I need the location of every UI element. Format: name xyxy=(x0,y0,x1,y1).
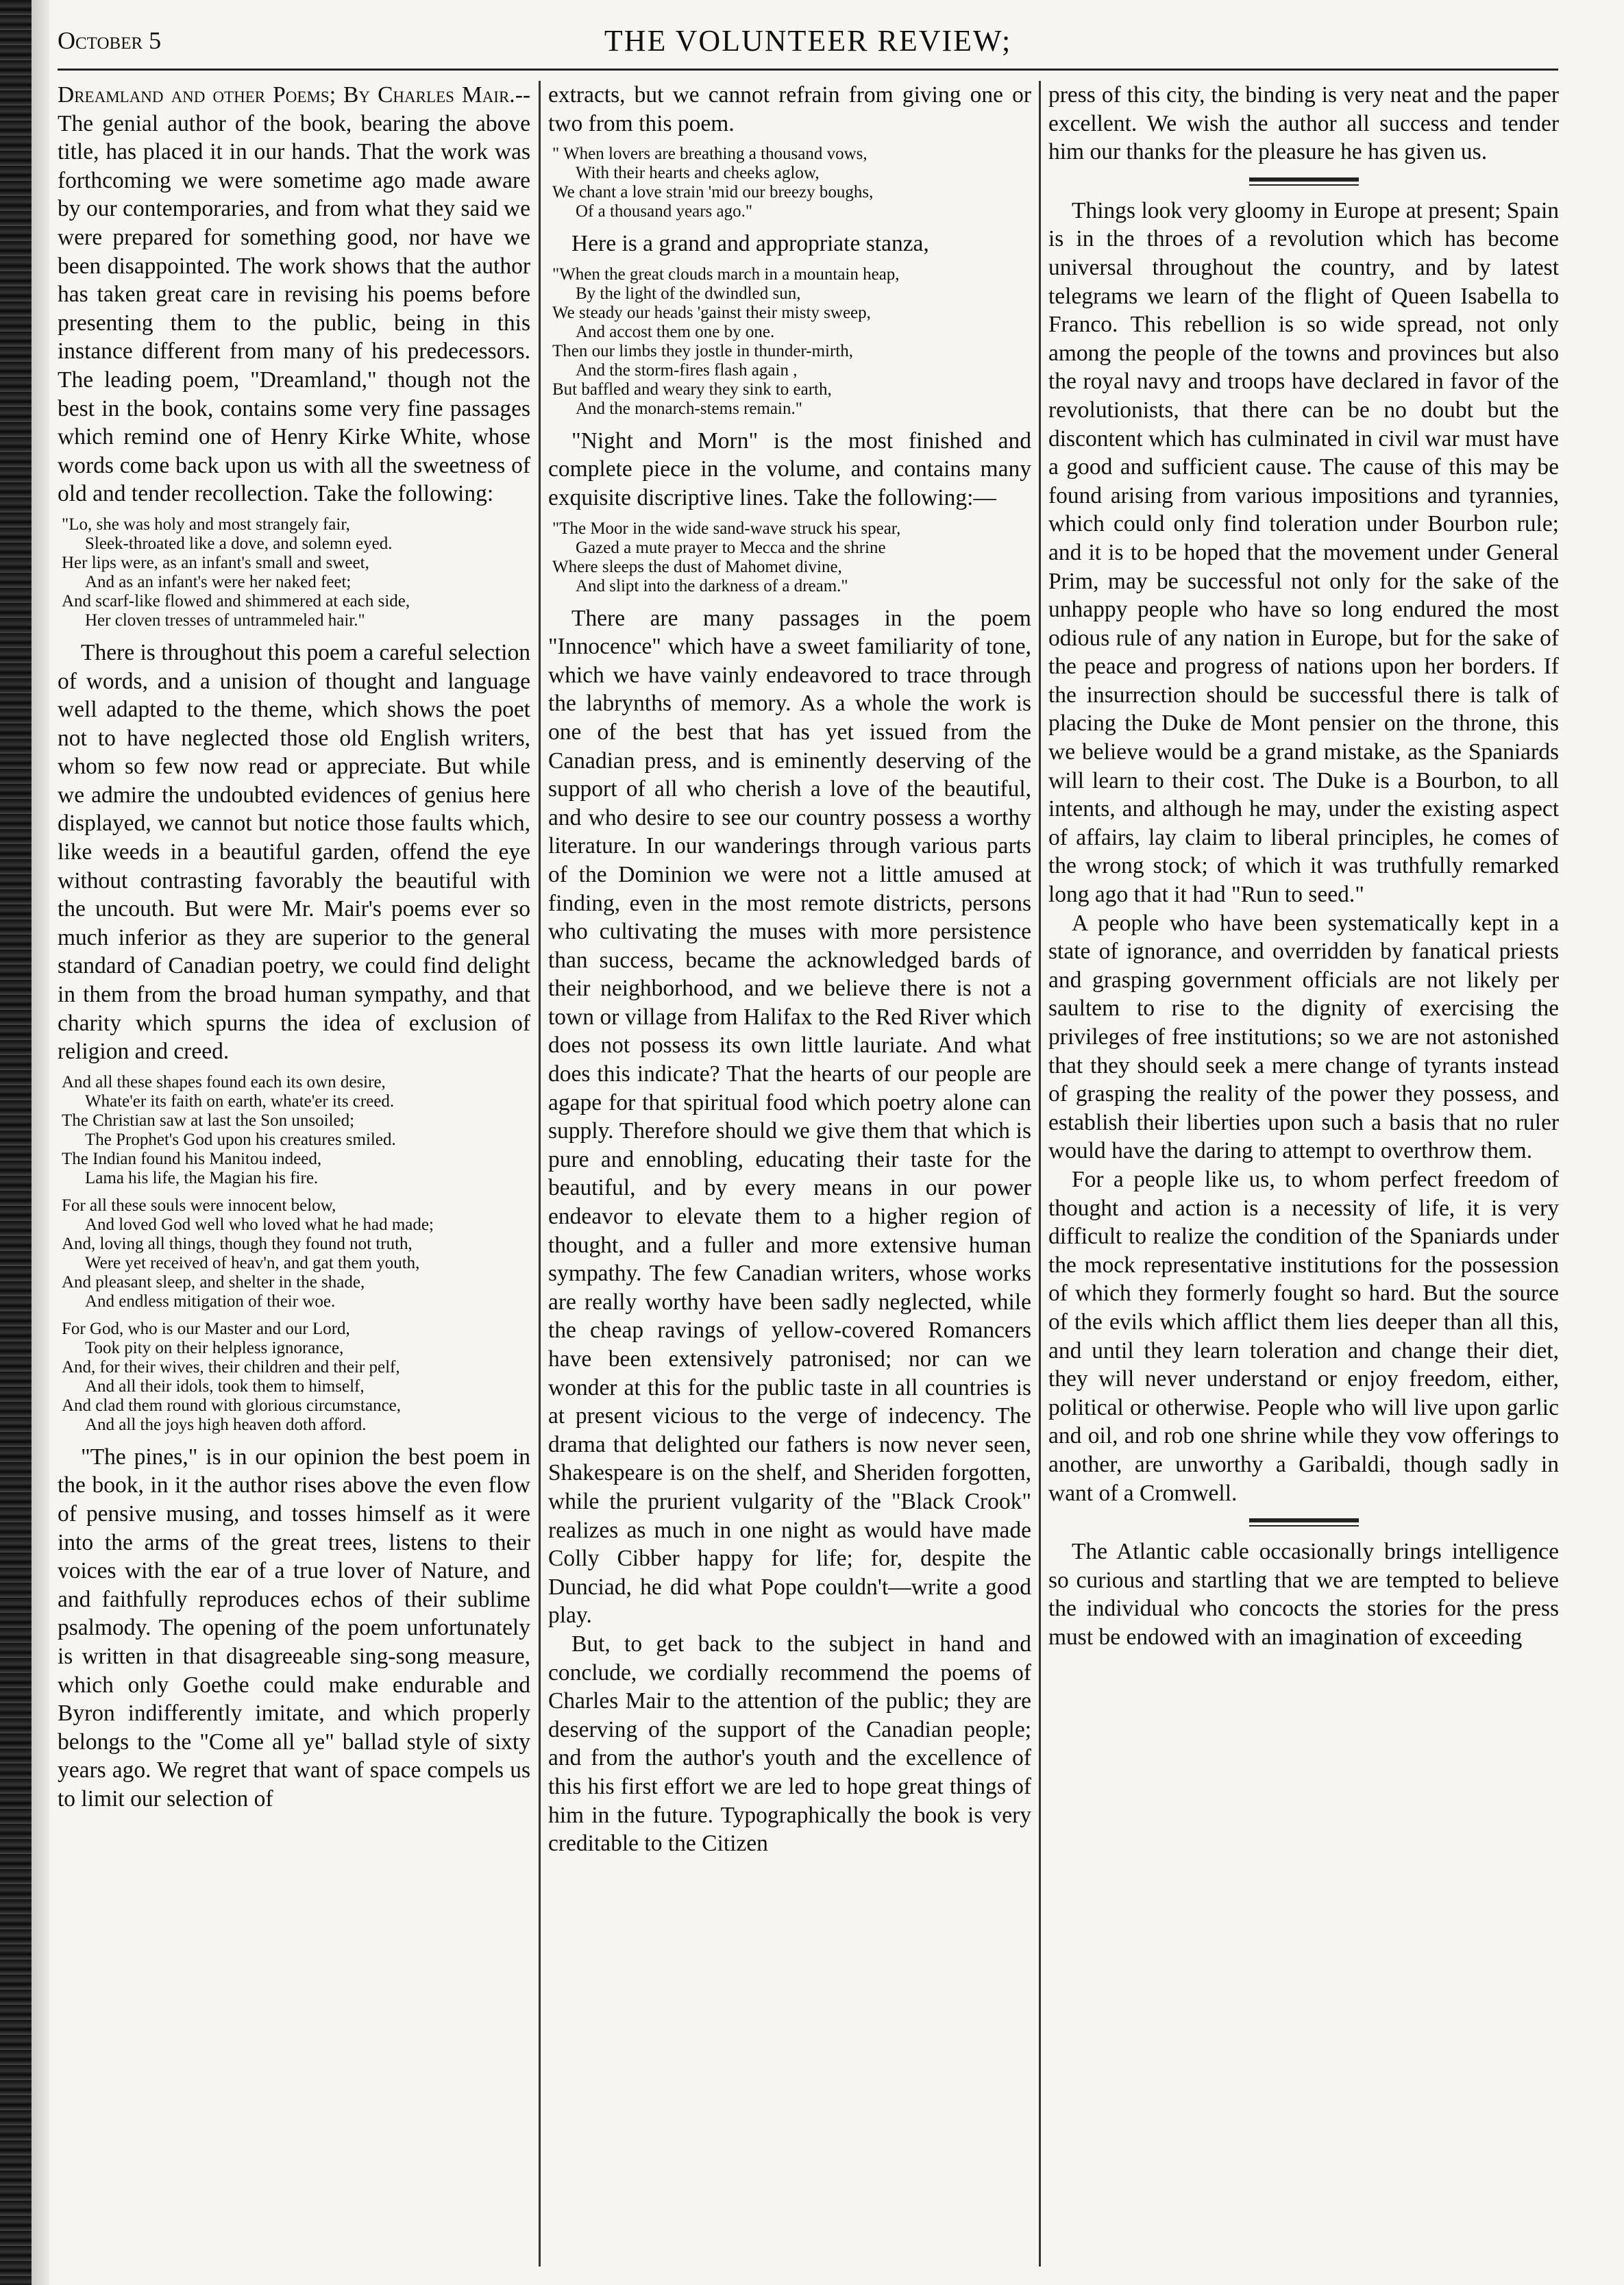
column-2 xyxy=(548,81,1031,2267)
verse-line: Then our limbs they jostle in thunder-mirth, xyxy=(552,341,854,360)
verse-line: For all these souls were innocent below, xyxy=(62,1196,336,1215)
binding-edge xyxy=(0,0,32,2285)
verse-line: "Lo, she was holy and most strangely fair, xyxy=(62,515,350,534)
column-rule-left xyxy=(539,81,541,2267)
verse-clouds xyxy=(548,265,1031,419)
europe-paragraph: Things look very gloomy in Europe at present; Spain is in the throes of a revolution which has become universal throughout the country, and by latest telegrams we learn of the flight of Queen Isabella to Franco. This rebellion is so wide spread, not only among the people of the towns and provinces but also the royal navy and troops have declared in favor of the revolutionists, that there can be no doubt but the discontent which has culminated in civil war must have a good and sufficient cause. The cause of this may be found arising from various impositions and tyrannies, which could only find toleration under Bourbon rule; and it is to be hoped that the movement under General Prim, may be successful not only for the sake of the unhappy people who have so long endured the most odious rule of any nation in Europe, but for the sake of the peace and progress of nations upon her borders. If the insurrection should be successful there is talk of placing the Duke de Mont pensier on the throne, this we believe would be a grand mistake, as the Spaniards will learn to their cost. The Duke is a Bourbon, to all intents, and although he may, under the existing aspect of affairs, lay claim to liberal principles, he comes of the wrong stock; of which it was truthfully remarked long ago that it had "Run to seed." xyxy=(1048,197,1559,908)
verse-line: Sleek-throated like a dove, and solemn eyed. xyxy=(85,534,393,553)
review-paragraph-press: press of this city, the binding is very neat and the paper excellent. We wish the author all success and tender him our thanks for the pleasure he has given us. xyxy=(1048,82,1559,165)
verse-line: And scarf-like flowed and shimmered at each side, xyxy=(62,591,410,610)
verse-line: And the storm-fires flash again , xyxy=(576,360,798,380)
verse-line: And clad them round with glorious circumstance, xyxy=(62,1396,402,1415)
verse-line: " When lovers are breathing a thousand vows, xyxy=(552,145,868,164)
verse-line: And all the joys high heaven doth afford. xyxy=(85,1415,367,1434)
verse-dreamland xyxy=(58,515,530,630)
verse-line: Whate'er its faith on earth, whate'er its creed. xyxy=(85,1091,395,1111)
verse-line: The Prophet's God upon his creatures smiled. xyxy=(85,1130,396,1149)
section-divider-2 xyxy=(1249,1518,1359,1527)
section-divider xyxy=(1249,177,1359,186)
verse-line: We steady our heads 'gainst their misty sweep, xyxy=(552,303,871,322)
verse-line: We chant a love strain 'mid our breezy boughs, xyxy=(552,183,874,202)
verse-line: Were yet received of heav'n, and gat them youth, xyxy=(85,1253,420,1272)
verse-line: Lama his life, the Magian his fire. xyxy=(85,1168,319,1187)
verse-line: Her lips were, as an infant's small and sweet, xyxy=(62,553,369,572)
review-paragraph-conclusion: But, to get back to the subject in hand and conclude, we cordially recommend the poems of Charles Mair to the attention of the public; they are deserving of the support of the Canadian people; and from the author's youth and the excellence of this his first effort we are led to hope great things of him in the future. Typographically the book is very creditable to the Citizen xyxy=(548,1631,1031,1857)
verse-line: With their hearts and cheeks aglow, xyxy=(576,164,820,183)
review-intro-paragraph xyxy=(58,81,530,508)
verse-line: The Indian found his Manitou indeed, xyxy=(62,1149,322,1168)
verse-line: And all their idols, took them to himself, xyxy=(85,1376,365,1396)
page-folio: October 5 xyxy=(58,27,162,54)
atlantic-cable-paragraph: The Atlantic cable occasionally brings intelligence so curious and startling that we are tempted to believe the individual who concocts the stories for the press must be endowed with an imagination of exceeding xyxy=(1048,1539,1559,1650)
verse-line: For God, who is our Master and our Lord, xyxy=(62,1319,350,1338)
column-rule-right xyxy=(1039,81,1041,2267)
column-1 xyxy=(58,81,530,2267)
verse-line: The Christian saw at last the Son unsoiled; xyxy=(62,1111,355,1130)
column-3 xyxy=(1048,81,1559,2267)
ignorance-paragraph: A people who have been systematically kept in a state of ignorance, and overridden by fanatical priests and grasping government officials are not likely per saultem to rise to the dignity of exercising the privileges of free institutions; so we are not astonished that they should seek a mere change of tyrants instead of grasping the reality of the power they possess, and establish their liberties upon such a basis that no ruler would have the daring to attempt to overthrow them. xyxy=(1048,910,1559,1164)
verse-line: And the monarch-stems remain." xyxy=(576,399,802,418)
review-title: Dreamland and other Poems; By Charles Mair. xyxy=(58,82,515,108)
verse-line: And as an infant's were her naked feet; xyxy=(85,572,352,591)
verse-line: And pleasant sleep, and shelter in the shade, xyxy=(62,1272,365,1292)
verse-line: But baffled and weary they sink to earth, xyxy=(552,380,832,399)
review-paragraph-innocence: There are many passages in the poem "Innocence" which have a sweet familiarity of tone, which we have vainly endeavored to trace through the labrynths of memory. As a whole the work is one of the best that has yet issued from the Canadian press, and is eminently deserving of the support of all who cherish a love of the beautiful, and who desire to see our country possess a worthy literature. In our wanderings through various parts of the Dominion we were not a little amused at finding, even in the most remote districts, persons who cultivating the muses with more persistence than success, became the acknowledged bards of their neighborhood, and we believe there is not a town or village from Halifax to the Red River which does not possess its own little lauriate. And what does this indicate? That the hearts of our people are agape for that spiritual food which poetry alone can supply. Therefore should we give them that which is pure and ennobling, educating their taste for the beautiful, and by every means in our power endeavor to elevate them to a higher region of thought, and a fuller and more extensive human sympathy. The few Canadian writers, whose works are really worthy have been sadly neglected, while the cheap ravings of yellow-covered Romancers have been extensively patronised; nor can we wonder at this for the public taste in all countries is at present vicious to the verge of indecency. The drama that delighted our fathers is now never seen, Shakespeare is on the shelf, and Sheriden forgotten, while the prurient vulgarity of the "Black Crook" realizes as much in one night as would have made Colly Cibber happy for life; for, despite the Dunciad, he did what Pope couldn't—write a good play. xyxy=(548,605,1031,1629)
verse-line: Of a thousand years ago." xyxy=(576,202,753,221)
verse-line: And, for their wives, their children and their pelf, xyxy=(62,1357,400,1376)
verse-lovers xyxy=(548,145,1031,221)
verse-souls xyxy=(58,1196,530,1311)
verse-line: And all these shapes found each its own desire, xyxy=(62,1072,386,1091)
verse-moor xyxy=(548,519,1031,596)
verse-line: Gazed a mute prayer to Mecca and the shrine xyxy=(576,538,886,557)
verse-line: And loved God well who loved what he had made; xyxy=(85,1215,434,1234)
review-paragraph-stanza: Here is a grand and appropriate stanza, xyxy=(571,231,929,257)
review-paragraph-pines: "The pines," is in our opinion the best poem in the book, in it the author rises above the even flow of pensive musing, and tosses himself as it were into the arms of the great trees, listens to their voices with the ear of a true lover of Nature, and and faithfully reproduces echos of their sublime psalmody. The opening of the poem unfortunately is written in that disagreeable sing-song measure, which only Goethe could make endurable and Byron indifferently imitate, and which properly belongs to the "Come all ye" ballad style of sixty years ago. We regret that want of space compels us to limit our selection of xyxy=(58,1444,530,1812)
binding-shadow xyxy=(32,0,49,2285)
verse-line: And endless mitigation of their woe. xyxy=(85,1292,336,1311)
verse-god xyxy=(58,1320,530,1435)
verse-line: "The Moor in the wide sand-wave struck his spear, xyxy=(552,519,901,538)
verse-line: Her cloven tresses of untrammeled hair." xyxy=(85,610,365,630)
review-intro-text: --The genial author of the book, bearing the above title, has placed it in our hands. That the work was forthcoming we were sometime ago made aware by our contemporaries, and from what they said we were prepared for something good, nor have we been disappointed. The work shows that the author has taken great care in revising his poems before presenting them to the public, being in this instance different from many of his predecessors. The leading poem, "Dreamland," though not the best in the book, contains some very fine passages which remind one of Henry Kirke White, whose words come back upon us with all the sweetness of old and tender recollection. Take the following: xyxy=(58,82,530,507)
verse-line: By the light of the dwindled sun, xyxy=(576,284,801,303)
review-paragraph-night-morn: "Night and Morn" is the most finished and complete piece in the volume, and contains many exquisite discriptive lines. Take the following:— xyxy=(548,428,1031,510)
verse-line: Where sleeps the dust of Mahomet divine, xyxy=(552,557,842,576)
verse-line: "When the great clouds march in a mountain heap, xyxy=(552,264,900,284)
review-paragraph-extracts: extracts, but we cannot refrain from giving one or two from this poem. xyxy=(548,82,1031,136)
page-header xyxy=(58,21,1558,71)
verse-line: And slipt into the darkness of a dream." xyxy=(576,576,848,595)
freedom-paragraph: For a people like us, to whom perfect freedom of thought and action is a necessity of life, it is very difficult to realize the condition of the Spaniards under the mock representative institutions for the possession of which they formerly fought so hard. But the source of the evils which afflict them lies deeper than all this, and until they learn toleration and change their diet, they will never understand or enjoy freedom, either, political or otherwise. People who will live upon garlic and oil, and rob one shrine while they vow offerings to another, are unworthy a Garibaldi, though sadly in want of a Cromwell. xyxy=(1048,1166,1559,1506)
verse-line: Took pity on their helpless ignorance, xyxy=(85,1338,344,1357)
review-paragraph-selection: There is throughout this poem a careful selection of words, and a unision of thought and language well adapted to the theme, which shows the poet not to have neglected those old English writers, whom so few now read or appreciate. But while we admire the undoubted evidences of genius here displayed, we cannot but notice those faults which, like weeds in a beautiful garden, offend the eye without contrasting favorably the beautiful with the uncouth. But were Mr. Mair's poems ever so much inferior as they are superior to the general standard of Canadian poetry, we could find delight in them from the broad human sympathy, and that charity which spurns the idea of exclusion of religion and creed. xyxy=(58,639,530,1065)
masthead-title: THE VOLUNTEER REVIEW; xyxy=(604,24,1012,58)
verse-line: And, loving all things, though they found not truth, xyxy=(62,1234,413,1253)
verse-shapes xyxy=(58,1073,530,1188)
verse-line: And accost them one by one. xyxy=(576,322,775,341)
